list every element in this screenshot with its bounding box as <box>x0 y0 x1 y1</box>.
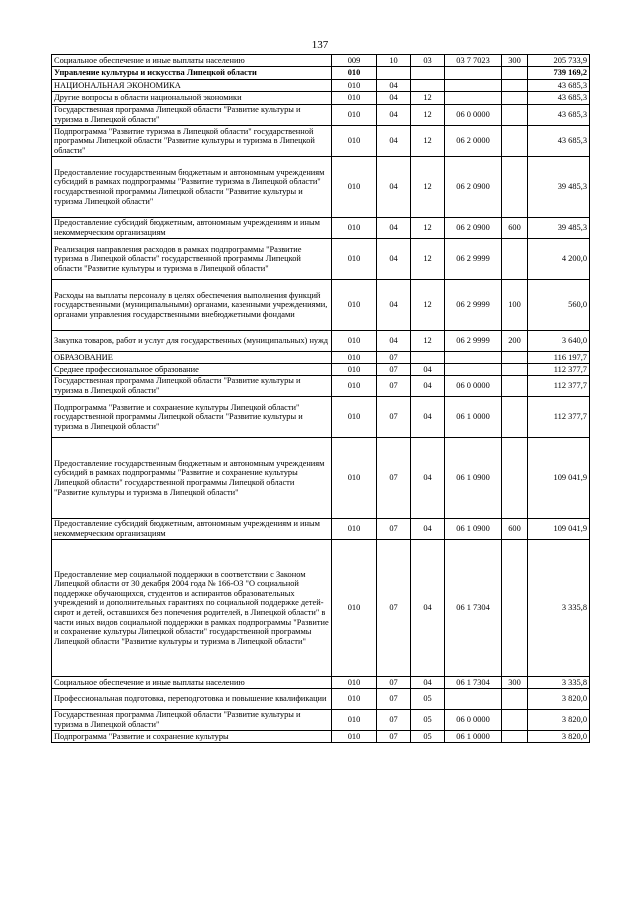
table-cell-target-article: 06 1 0900 <box>445 519 502 540</box>
table-cell-name: Управление культуры и искусства Липецкой области <box>52 67 332 80</box>
table-row <box>52 80 590 92</box>
table-cell-subsection: 04 <box>411 677 445 689</box>
table-cell-target-article: 06 1 0900 <box>445 438 502 519</box>
table-cell-ved: 010 <box>332 376 377 397</box>
table-cell-target-article: 06 2 0900 <box>445 218 502 239</box>
table-cell-target-article: 06 0 0000 <box>445 710 502 731</box>
table-cell-name: Другие вопросы в области национальной экономики <box>52 92 332 105</box>
table-row <box>52 157 590 218</box>
table-cell-section: 07 <box>377 397 411 438</box>
table-body <box>52 55 590 743</box>
table-row <box>52 376 590 397</box>
table-row <box>52 218 590 239</box>
table-row <box>52 67 590 80</box>
table-cell-expense-type <box>502 710 528 731</box>
table-cell-subsection: 12 <box>411 218 445 239</box>
table-row <box>52 126 590 157</box>
table-cell-name: Предоставление субсидий бюджетным, автономным учреждениям и иным некоммерческим организациям <box>52 218 332 239</box>
table-cell-target-article: 06 0 0000 <box>445 376 502 397</box>
table-cell-name: Предоставление государственным бюджетным и автономным учреждениям субсидий в рамках подпрограммы "Развитие и сохранение культуры Липецкой области" государственной программы Липецкой области "Развитие культуры и туризма в Липецкой области" <box>52 438 332 519</box>
table-cell-expense-type <box>502 67 528 80</box>
page-number: 137 <box>311 39 329 51</box>
table-cell-section: 04 <box>377 126 411 157</box>
table-row <box>52 397 590 438</box>
table-cell-section: 04 <box>377 331 411 352</box>
table-cell-subsection: 12 <box>411 105 445 126</box>
table-cell-subsection: 12 <box>411 331 445 352</box>
table-cell-name: Социальное обеспечение и иные выплаты населению <box>52 677 332 689</box>
budget-table <box>51 54 590 743</box>
table-cell-name: Предоставление мер социальной поддержки в соответствии с Законом Липецкой области от 30 декабря 2004 года № 166-ОЗ "О социальной поддержке обучающихся, студентов и аспирантов образовательных учреждений и дополнительных гарантиях по социальной поддержке детей-сирот и детей, оставшихся без попечения родителей, в Липецкой области" в части иных видов социальной поддержки в рамках подпрограммы "Развитие и сохранение культуры Липецкой области" государственной программы Липецкой области "Развитие культуры и туризма в Липецкой области" <box>52 540 332 677</box>
table-cell-section: 07 <box>377 710 411 731</box>
table-cell-ved: 010 <box>332 710 377 731</box>
table-cell-subsection: 05 <box>411 731 445 743</box>
table-cell-target-article: 06 2 0900 <box>445 157 502 218</box>
table-cell-amount: 3 640,0 <box>528 331 590 352</box>
table-cell-expense-type: 300 <box>502 55 528 67</box>
table-cell-target-article: 06 1 0000 <box>445 397 502 438</box>
table-cell-subsection <box>411 80 445 92</box>
table-cell-section: 07 <box>377 677 411 689</box>
table-row <box>52 239 590 280</box>
table-row <box>52 105 590 126</box>
table-cell-amount: 3 820,0 <box>528 689 590 710</box>
table-cell-section: 04 <box>377 80 411 92</box>
table-cell-subsection: 04 <box>411 438 445 519</box>
table-cell-ved: 010 <box>332 92 377 105</box>
table-cell-amount: 39 485,3 <box>528 157 590 218</box>
table-cell-subsection: 12 <box>411 126 445 157</box>
table-cell-name: Предоставление субсидий бюджетным, автономным учреждениям и иным некоммерческим организациям <box>52 519 332 540</box>
table-cell-name: Среднее профессиональное образование <box>52 364 332 376</box>
table-row <box>52 540 590 677</box>
table-cell-expense-type: 300 <box>502 677 528 689</box>
table-cell-amount: 3 820,0 <box>528 710 590 731</box>
table-cell-subsection: 04 <box>411 376 445 397</box>
table-cell-name: Государственная программа Липецкой области "Развитие культуры и туризма в Липецкой области" <box>52 710 332 731</box>
table-cell-name: Государственная программа Липецкой области "Развитие культуры и туризма в Липецкой области" <box>52 376 332 397</box>
table-row <box>52 710 590 731</box>
table-cell-amount: 205 733,9 <box>528 55 590 67</box>
table-cell-amount: 3 335,8 <box>528 540 590 677</box>
table-cell-section: 07 <box>377 540 411 677</box>
table-cell-expense-type <box>502 731 528 743</box>
table-cell-name: Закупка товаров, работ и услуг для государственных (муниципальных) нужд <box>52 331 332 352</box>
table-cell-amount: 43 685,3 <box>528 92 590 105</box>
table-cell-amount: 39 485,3 <box>528 218 590 239</box>
table-cell-subsection: 05 <box>411 710 445 731</box>
table-cell-ved: 010 <box>332 331 377 352</box>
table-cell-ved: 010 <box>332 80 377 92</box>
table-cell-target-article: 06 0 0000 <box>445 105 502 126</box>
table-cell-name: Предоставление государственным бюджетным и автономным учреждениям субсидий в рамках подпрограммы "Развитие туризма в Липецкой области" государственной программы Липецкой области "Развитие культуры и туризма Липецкой области" <box>52 157 332 218</box>
table-cell-subsection: 04 <box>411 519 445 540</box>
table-cell-target-article <box>445 352 502 364</box>
table-row <box>52 677 590 689</box>
table-cell-expense-type <box>502 157 528 218</box>
table-cell-expense-type <box>502 80 528 92</box>
table-cell-ved: 010 <box>332 364 377 376</box>
table-cell-ved: 010 <box>332 438 377 519</box>
table-cell-expense-type: 200 <box>502 331 528 352</box>
table-cell-subsection: 12 <box>411 280 445 331</box>
table-cell-subsection: 04 <box>411 364 445 376</box>
table-cell-target-article: 06 2 0000 <box>445 126 502 157</box>
table-row <box>52 331 590 352</box>
table-cell-amount: 3 820,0 <box>528 731 590 743</box>
table-cell-section: 07 <box>377 438 411 519</box>
table-cell-name: Расходы на выплаты персоналу в целях обеспечения выполнения функций государственными (муниципальными) органами, казенными учреждениями, органами управления государственными внебюджетными фондами <box>52 280 332 331</box>
table-cell-amount: 43 685,3 <box>528 105 590 126</box>
table-cell-section: 07 <box>377 731 411 743</box>
table-cell-amount: 112 377,7 <box>528 397 590 438</box>
table-cell-name: Подпрограмма "Развитие туризма в Липецкой области" государственной программы Липецкой области "Развитие культуры и туризма в Липецкой области" <box>52 126 332 157</box>
table-cell-ved: 010 <box>332 157 377 218</box>
table-cell-name: Подпрограмма "Развитие и сохранение культуры <box>52 731 332 743</box>
table-cell-expense-type <box>502 376 528 397</box>
table-cell-ved: 010 <box>332 218 377 239</box>
table-row <box>52 438 590 519</box>
table-cell-ved: 010 <box>332 519 377 540</box>
table-cell-expense-type: 100 <box>502 280 528 331</box>
table-cell-subsection: 04 <box>411 397 445 438</box>
table-cell-expense-type <box>502 105 528 126</box>
table-cell-target-article: 06 1 0000 <box>445 731 502 743</box>
table-cell-expense-type <box>502 352 528 364</box>
table-row <box>52 55 590 67</box>
table-cell-ved: 010 <box>332 397 377 438</box>
table-row <box>52 92 590 105</box>
table-cell-section: 10 <box>377 55 411 67</box>
table-cell-target-article <box>445 80 502 92</box>
table-cell-subsection: 12 <box>411 239 445 280</box>
table-cell-section: 04 <box>377 157 411 218</box>
table-cell-section: 07 <box>377 364 411 376</box>
table-cell-name: ОБРАЗОВАНИЕ <box>52 352 332 364</box>
table-cell-expense-type <box>502 239 528 280</box>
table-cell-subsection: 05 <box>411 689 445 710</box>
table-cell-amount: 3 335,8 <box>528 677 590 689</box>
table-cell-section: 07 <box>377 352 411 364</box>
table-cell-section: 04 <box>377 218 411 239</box>
table-cell-amount: 112 377,7 <box>528 376 590 397</box>
table-row <box>52 689 590 710</box>
table-cell-name: Государственная программа Липецкой области "Развитие культуры и туризма в Липецкой области" <box>52 105 332 126</box>
table-cell-ved: 009 <box>332 55 377 67</box>
table-cell-ved: 010 <box>332 126 377 157</box>
table-cell-ved: 010 <box>332 352 377 364</box>
table-cell-amount: 109 041,9 <box>528 438 590 519</box>
table-cell-expense-type <box>502 689 528 710</box>
table-row <box>52 519 590 540</box>
table-cell-name: НАЦИОНАЛЬНАЯ ЭКОНОМИКА <box>52 80 332 92</box>
table-cell-amount: 112 377,7 <box>528 364 590 376</box>
table-cell-name: Реализация направления расходов в рамках подпрограммы "Развитие туризма в Липецкой области" государственной программы Липецкой области "Развитие культуры и туризма в Липецкой области" <box>52 239 332 280</box>
table-cell-target-article <box>445 689 502 710</box>
table-cell-expense-type <box>502 92 528 105</box>
table-cell-name: Профессиональная подготовка, переподготовка и повышение квалификации <box>52 689 332 710</box>
table-cell-expense-type <box>502 126 528 157</box>
table-cell-name: Подпрограмма "Развитие и сохранение культуры Липецкой области" государственной программы Липецкой области "Развитие культуры и туризма в Липецкой области" <box>52 397 332 438</box>
table-cell-target-article: 06 1 7304 <box>445 540 502 677</box>
table-cell-section: 04 <box>377 239 411 280</box>
table-cell-subsection: 12 <box>411 92 445 105</box>
table-cell-amount: 4 200,0 <box>528 239 590 280</box>
table-cell-name: Социальное обеспечение и иные выплаты населению <box>52 55 332 67</box>
table-cell-ved: 010 <box>332 540 377 677</box>
table-cell-target-article <box>445 92 502 105</box>
table-cell-section: 04 <box>377 92 411 105</box>
table-cell-ved: 010 <box>332 67 377 80</box>
table-cell-section: 07 <box>377 689 411 710</box>
table-row <box>52 731 590 743</box>
table-cell-subsection: 12 <box>411 157 445 218</box>
table-cell-expense-type <box>502 397 528 438</box>
table-cell-section: 07 <box>377 519 411 540</box>
table-cell-ved: 010 <box>332 239 377 280</box>
table-cell-subsection: 04 <box>411 540 445 677</box>
table-cell-section <box>377 67 411 80</box>
table-cell-amount: 560,0 <box>528 280 590 331</box>
table-cell-amount: 116 197,7 <box>528 352 590 364</box>
table-cell-amount: 109 041,9 <box>528 519 590 540</box>
table-cell-ved: 010 <box>332 689 377 710</box>
table-cell-ved: 010 <box>332 105 377 126</box>
table-cell-ved: 010 <box>332 677 377 689</box>
table-row <box>52 280 590 331</box>
table-cell-expense-type <box>502 438 528 519</box>
table-cell-subsection: 03 <box>411 55 445 67</box>
table-cell-target-article: 06 2 9999 <box>445 280 502 331</box>
table-cell-amount: 739 169,2 <box>528 67 590 80</box>
table-cell-ved: 010 <box>332 731 377 743</box>
table-cell-amount: 43 685,3 <box>528 126 590 157</box>
table-cell-expense-type: 600 <box>502 218 528 239</box>
table-cell-amount: 43 685,3 <box>528 80 590 92</box>
table-cell-expense-type <box>502 364 528 376</box>
table-cell-ved: 010 <box>332 280 377 331</box>
table-cell-target-article <box>445 364 502 376</box>
table-row <box>52 364 590 376</box>
table-cell-target-article: 06 2 9999 <box>445 331 502 352</box>
table-cell-target-article <box>445 67 502 80</box>
table-cell-section: 07 <box>377 376 411 397</box>
table-cell-section: 04 <box>377 280 411 331</box>
table-cell-subsection <box>411 352 445 364</box>
table-cell-expense-type: 600 <box>502 519 528 540</box>
table-cell-subsection <box>411 67 445 80</box>
table-cell-expense-type <box>502 540 528 677</box>
table-row <box>52 352 590 364</box>
table-cell-section: 04 <box>377 105 411 126</box>
table-cell-target-article: 06 2 9999 <box>445 239 502 280</box>
table-cell-target-article: 06 1 7304 <box>445 677 502 689</box>
table-cell-target-article: 03 7 7023 <box>445 55 502 67</box>
